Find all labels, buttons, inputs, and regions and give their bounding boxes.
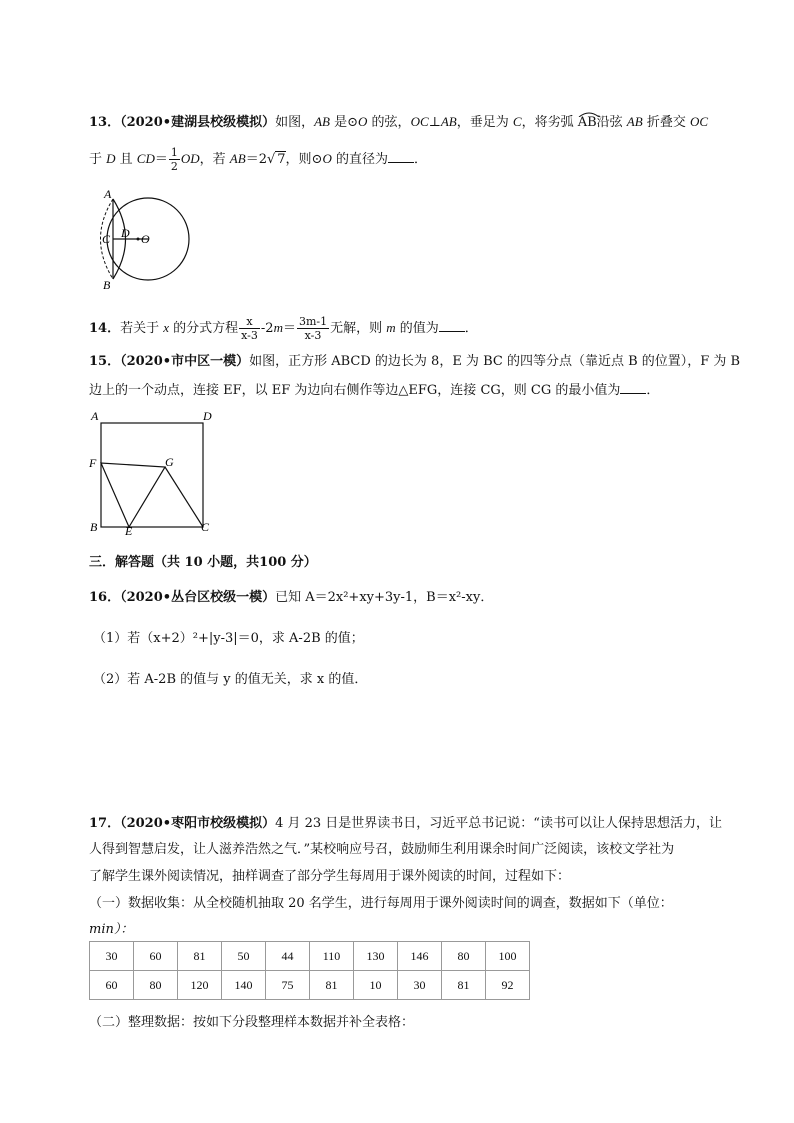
answer-blank <box>439 321 465 332</box>
q15-line1 <box>89 350 740 369</box>
fraction-numerator: x <box>239 315 260 329</box>
q13-text: 沿弦 <box>596 115 627 130</box>
q16-text: 已知 A＝2x²+xy+3y-1，B＝x²-xy． <box>275 590 494 605</box>
q13-text: 的直径为 <box>331 152 388 167</box>
q13-var: OD <box>180 151 200 166</box>
q14-fraction-1 <box>239 315 260 342</box>
sqrt-value: 7 <box>277 152 286 167</box>
q15-source: （2020•市中区一模） <box>120 354 250 369</box>
q13-text: 且 <box>115 152 137 167</box>
fraction-denominator: x-3 <box>304 329 322 342</box>
table-cell: 130 <box>354 942 398 971</box>
table-cell: 60 <box>90 971 134 1000</box>
q15-line2 <box>89 379 659 398</box>
q16-intro <box>89 586 493 605</box>
table-cell: 44 <box>266 942 310 971</box>
table-cell: 60 <box>134 942 178 971</box>
q13-var: OC <box>689 114 709 129</box>
table-cell: 80 <box>442 942 486 971</box>
label-d: D <box>203 409 212 423</box>
q13-var: D <box>106 151 116 166</box>
answer-blank <box>388 152 414 163</box>
label-o: O <box>141 232 150 246</box>
q15-square-figure <box>85 408 215 538</box>
q13-text: ，若 <box>199 152 230 167</box>
table-cell: 30 <box>398 971 442 1000</box>
table-cell: 100 <box>486 942 530 971</box>
q13-var: AB <box>229 151 246 166</box>
label-c: C <box>201 520 210 534</box>
q13-var: AB <box>626 114 643 129</box>
q13-text: ＝2 <box>245 152 267 167</box>
label-f: F <box>89 456 97 470</box>
q14-text: 若关于 <box>120 321 164 336</box>
q14-fraction-2 <box>297 315 329 342</box>
q13-var: AB <box>440 114 457 129</box>
reading-time-table <box>89 941 530 1000</box>
q13-text: ，垂足为 <box>456 115 513 130</box>
arc-notation <box>578 115 597 130</box>
table-cell: 80 <box>134 971 178 1000</box>
q13-var: CD <box>136 151 155 166</box>
table-cell: 92 <box>486 971 530 1000</box>
fraction-denominator: 2 <box>170 160 178 173</box>
q14-text: -2 <box>260 321 274 336</box>
fraction-denominator: x-3 <box>241 329 258 342</box>
q13-text: 是⊙ <box>330 115 359 130</box>
q13-text: 于 <box>89 152 107 167</box>
label-d: D <box>121 226 130 240</box>
square-abcd <box>101 423 203 527</box>
answer-blank <box>620 383 646 394</box>
q14-text: 的分式方程 <box>169 321 239 336</box>
fraction-numerator: 3m-1 <box>298 315 328 328</box>
q16-part2: （2）若 A-2B 的值与 y 的值无关，求 x 的值． <box>93 672 368 687</box>
q14-number: 14． <box>89 321 121 336</box>
q13-text: ，将劣弧 <box>521 115 578 130</box>
table-cell: 120 <box>178 971 222 1000</box>
label-e: E <box>125 524 133 538</box>
label-b: B <box>103 278 111 292</box>
q13-text: ，则⊙ <box>285 152 323 167</box>
q15-text: 边上的一个动点，连接 EF，以 EF 为边向右侧作等边△EFG，连接 CG，则 CG 的最小值为 <box>89 383 621 398</box>
table-cell: 146 <box>398 942 442 971</box>
table-row <box>90 971 530 1000</box>
q17-text: 4 月 23 日是世界读书日，习近平总书记说：“读书可以让人保持思想活力，让 <box>275 816 722 831</box>
q14-text: ． <box>464 321 478 336</box>
q13-var: OC <box>410 114 429 129</box>
label-g: G <box>165 455 174 469</box>
q17-line3: 了解学生课外阅读情况，抽样调查了部分学生每周用于课外阅读的时间，过程如下： <box>89 869 571 884</box>
q14-text: ＝ <box>282 321 296 336</box>
section-heading: 三．解答题（共 10 小题，共100 分） <box>89 555 317 570</box>
sqrt-sign-icon: √ <box>266 152 276 167</box>
q14-var: m <box>273 320 283 335</box>
q14-line <box>89 315 478 342</box>
q14-text: 无解，则 <box>330 321 387 336</box>
q14-text: 的值为 <box>395 321 439 336</box>
q13-number: 13． <box>89 115 121 130</box>
q13-var: O <box>358 114 368 129</box>
table-cell: 81 <box>442 971 486 1000</box>
q16-source: （2020•丛台区校级一模） <box>120 590 276 605</box>
label-b: B <box>90 520 98 534</box>
q15-number: 15． <box>89 354 121 369</box>
q13-circle-figure <box>90 185 200 295</box>
q13-var: AB <box>314 114 330 129</box>
table-cell: 140 <box>222 971 266 1000</box>
q13-line2 <box>89 146 427 173</box>
q17-number: 17． <box>89 816 121 831</box>
q13-fraction <box>169 146 180 173</box>
q13-text: 折叠交 <box>642 115 690 130</box>
segment-cg <box>165 467 203 527</box>
q16-number: 16． <box>89 590 121 605</box>
q17-step2: （二）整理数据：按如下分段整理样本数据并补全表格： <box>89 1015 415 1030</box>
q17-step1: （一）数据收集：从全校随机抽取 20 名学生，进行每周用于课外阅读时间的调查，数据如下（单位： <box>89 896 673 911</box>
label-a: A <box>91 409 99 423</box>
q17-unit: min）： <box>89 922 134 937</box>
q17-line2: 人得到智慧启发，让人滋养浩然之气．”某校响应号召，鼓励师生利用课余时间广泛阅读，该校文学社为 <box>89 842 675 857</box>
arc-mark-icon <box>578 111 600 117</box>
q14-var: x <box>163 320 170 335</box>
q13-source: （2020•建湖县校级模拟） <box>120 115 276 130</box>
q17-line1 <box>89 812 722 831</box>
table-cell: 50 <box>222 942 266 971</box>
table-row <box>90 942 530 971</box>
q13-text: ＝ <box>154 152 168 167</box>
table-cell: 75 <box>266 971 310 1000</box>
fraction-numerator: 1 <box>170 146 178 159</box>
q16-part1: （1）若（x+2）²+|y-3|＝0，求 A-2B 的值； <box>93 631 364 646</box>
table-cell: 30 <box>90 942 134 971</box>
q13-text: ． <box>413 152 427 167</box>
q17-source: （2020•枣阳市校级模拟） <box>120 816 276 831</box>
table-cell: 81 <box>178 942 222 971</box>
label-c: C <box>102 232 111 246</box>
q13-var: C <box>512 114 522 129</box>
q13-text: 的弦， <box>367 115 411 130</box>
q13-text: 如图， <box>275 115 315 130</box>
q15-text: ． <box>646 383 660 398</box>
q13-line1 <box>89 111 708 130</box>
triangle-efg <box>101 463 165 527</box>
q14-var: m <box>386 320 396 335</box>
table-cell: 110 <box>310 942 354 971</box>
q13-arc-label: AB <box>577 115 597 130</box>
label-a: A <box>104 187 112 201</box>
table-cell: 10 <box>354 971 398 1000</box>
point-o <box>137 238 140 241</box>
q13-var: O <box>322 151 332 166</box>
table-cell: 81 <box>310 971 354 1000</box>
q13-text: ⊥ <box>428 115 441 130</box>
q15-text: 如图，正方形 ABCD 的边长为 8，E 为 BC 的四等分点（靠近点 B 的位置），F 为 B <box>249 354 741 369</box>
